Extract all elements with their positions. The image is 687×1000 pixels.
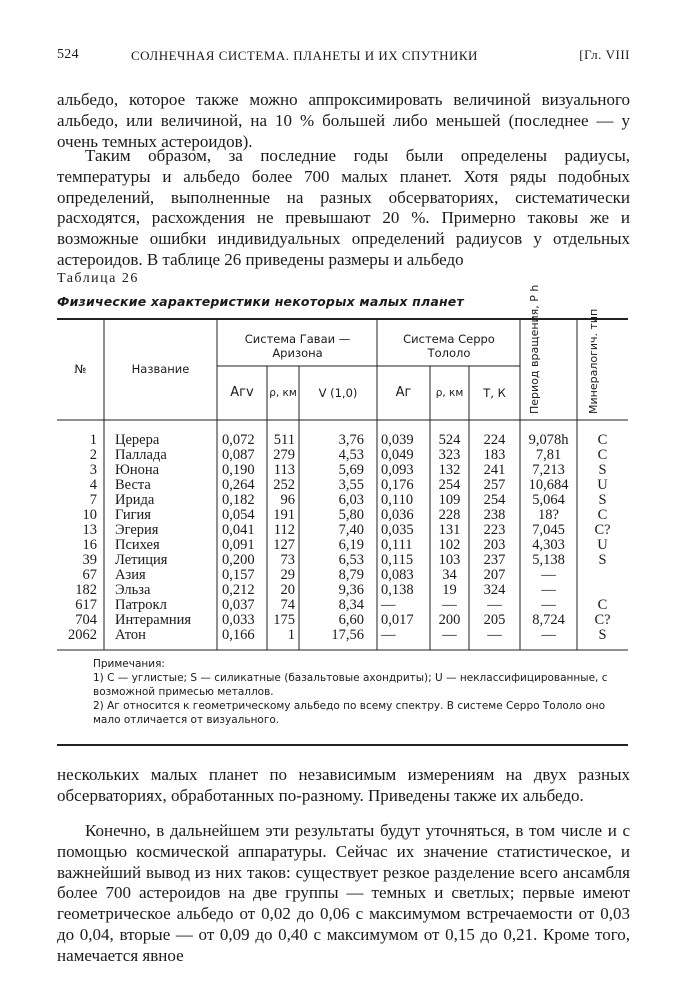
cell-v: 17,56 (331, 627, 364, 643)
cell-v: 6,60 (338, 612, 364, 628)
cell-type: C (597, 447, 608, 463)
cell-t: 203 (483, 537, 506, 553)
cell-p: — (541, 597, 556, 613)
cell-type: U (597, 537, 608, 553)
cell-rho2: 34 (442, 567, 457, 583)
cell-rho1: 511 (273, 432, 295, 448)
table-row (57, 553, 628, 568)
cell-agv: 0,182 (222, 492, 255, 508)
cell-rho1: 96 (280, 492, 295, 508)
cell-num: 1 (89, 432, 97, 448)
table-row (57, 463, 628, 478)
cell-name: Веста (115, 477, 151, 493)
cell-v: 4,53 (338, 447, 364, 463)
paragraph-2: Таким образом, за последние годы были определены радиусы, температуры и альбедо более 700 малых планет. Хотя ряды подобных определений, выполненные на разных обсерваториях, систематически расходятся, расхождения не превышают 20 %. Примерно таковы же и возможные ошибки индивидуальных определений радиусов у отдельных астероидов. В таблице 26 приведены размеры и альбедо (57, 146, 630, 269)
cell-t: 238 (483, 507, 506, 523)
cell-v: 8,79 (338, 567, 364, 583)
cell-rho1: 74 (280, 597, 295, 613)
cell-rho2: 323 (438, 447, 461, 463)
cell-name: Паллада (115, 447, 167, 463)
cell-p: 9,078h (528, 432, 569, 448)
cell-rho2: 200 (438, 612, 461, 628)
cell-t: 224 (483, 432, 506, 448)
cell-ag: 0,017 (381, 612, 414, 628)
cell-name: Ирида (115, 492, 155, 508)
cell-t: 207 (483, 567, 506, 583)
cell-agv: 0,041 (222, 522, 255, 538)
cell-rho2: 254 (438, 477, 461, 493)
cell-num: 182 (75, 582, 97, 598)
cell-agv: 0,264 (222, 477, 255, 493)
cell-p: 18? (538, 507, 559, 523)
col-header-mineral-type: Минералогич. тип (587, 308, 600, 414)
cell-agv: 0,033 (222, 612, 255, 628)
cell-rho1: 1 (287, 627, 295, 643)
col-header-v10: V (1,0) (318, 386, 358, 400)
cell-ag: — (381, 627, 396, 643)
cell-v: 3,76 (338, 432, 364, 448)
cell-rho1: 252 (273, 477, 295, 493)
cell-type: S (598, 492, 607, 508)
cell-rho1: 279 (273, 447, 295, 463)
cell-rho2: 19 (442, 582, 457, 598)
cell-p: — (541, 627, 556, 643)
cell-num: 7 (89, 492, 97, 508)
col-header-name: Название (131, 362, 190, 376)
table-title: Физические характеристики некоторых малых планет (57, 294, 464, 309)
cell-rho1: 113 (273, 462, 295, 478)
col-header-ag: Aг (395, 385, 412, 400)
cell-t: 254 (483, 492, 506, 508)
paragraph-1: альбедо, которое также можно аппроксимировать величиной визуального альбедо, или величиной, на 10 % большей либо меньшей (последнее — у очень темных астероидов). (57, 90, 630, 151)
cell-rho1: 175 (273, 612, 295, 628)
cell-v: 9,36 (338, 582, 364, 598)
cell-v: 5,69 (338, 462, 364, 478)
col-header-agv: Aгv (230, 385, 254, 400)
cell-p: 7,81 (535, 447, 562, 463)
cell-num: 67 (82, 567, 97, 583)
table-row (57, 493, 628, 508)
cell-name: Эгерия (115, 522, 159, 538)
cell-p: 7,045 (532, 522, 565, 538)
cell-name: Патрокл (115, 597, 167, 613)
cell-rho2: 103 (438, 552, 461, 568)
cell-t: 223 (483, 522, 506, 538)
chapter-label: [Гл. VIII (579, 47, 630, 62)
table-row (57, 433, 628, 448)
cell-ag: 0,083 (381, 567, 414, 583)
cell-num: 16 (82, 537, 97, 553)
cell-ag: 0,035 (381, 522, 414, 538)
paragraph-4: Конечно, в дальнейшем эти результаты будут уточняться, в том числе и с помощью космической аппаратуры. Сейчас их значение статистическое, и важнейший вывод из них таков: существует резкое разделение всего ансамбля более 700 астероидов на две группы — темных и светлых; первые имеют геометрическое альбедо от 0,02 до 0,06 с максимумом встречаемости от 0,03 до 0,04, вторые — от 0,09 до 0,40 с максимумом от 0,15 до 0,21. Кроме того, намечается явное (57, 821, 630, 965)
note-2: 2) Aг относится к геометрическому альбедо по всему спектру. В системе Серро Тололо оно мало отличается от визуального. (93, 700, 606, 726)
cell-v: 6,03 (338, 492, 364, 508)
cell-rho1: 20 (280, 582, 295, 598)
table-row (57, 628, 628, 643)
cell-agv: 0,166 (222, 627, 255, 643)
cell-num: 13 (82, 522, 97, 538)
cell-agv: 0,072 (222, 432, 255, 448)
cell-t: — (487, 627, 502, 643)
cell-agv: 0,190 (222, 462, 255, 478)
cell-v: 3,55 (338, 477, 364, 493)
cell-v: 6,53 (338, 552, 364, 568)
cell-p: 4,303 (532, 537, 565, 553)
cell-v: 5,80 (338, 507, 364, 523)
cell-ag: 0,138 (381, 582, 414, 598)
cell-v: 8,34 (338, 597, 364, 613)
cell-num: 617 (75, 597, 97, 613)
cell-type: C? (594, 522, 611, 538)
cell-type: C (597, 507, 608, 523)
cell-rho1: 127 (273, 537, 295, 553)
cell-num: 10 (82, 507, 97, 523)
cell-v: 6,19 (338, 537, 364, 553)
cell-rho2: 102 (438, 537, 461, 553)
cell-num: 4 (89, 477, 97, 493)
cell-name: Атон (115, 627, 146, 643)
cell-p: 7,213 (532, 462, 565, 478)
cell-type: S (598, 552, 607, 568)
cell-rho2: 132 (438, 462, 461, 478)
cell-rho1: 29 (280, 567, 295, 583)
table-caption: Таблица 26 (57, 271, 139, 286)
table-body (57, 433, 628, 643)
table-row (57, 538, 628, 553)
page-number: 524 (57, 47, 79, 62)
cell-name: Юнона (115, 462, 160, 478)
cell-rho1: 112 (273, 522, 295, 538)
cell-name: Азия (115, 567, 146, 583)
col-header-temperature: T, К (483, 386, 506, 400)
cell-num: 704 (75, 612, 97, 628)
cell-ag: 0,115 (381, 552, 414, 568)
col-header-rotation-period: Период вращения, P h (528, 284, 541, 414)
cell-type: U (597, 477, 608, 493)
table-row (57, 583, 628, 598)
table-row (57, 598, 628, 613)
cell-agv: 0,054 (222, 507, 255, 523)
paragraph-3: нескольких малых планет по независимым измерениям на двух разных обсерваториях, обработанных по-разному. Приведены также их альбедо. (57, 765, 630, 805)
cell-rho2: 228 (438, 507, 461, 523)
cell-rho2: 131 (438, 522, 461, 538)
cell-p: 5,064 (532, 492, 565, 508)
cell-num: 2 (89, 447, 97, 463)
cell-name: Гигия (115, 507, 151, 523)
cell-name: Церера (115, 432, 160, 448)
cell-agv: 0,157 (222, 567, 255, 583)
cell-num: 39 (82, 552, 97, 568)
cell-rho2: — (442, 597, 457, 613)
notes-title: Примечания: (93, 658, 165, 670)
cell-ag: 0,093 (381, 462, 414, 478)
col-group-hawaii-arizona: Система Гаваи — Аризона (244, 332, 351, 360)
cell-ag: 0,176 (381, 477, 414, 493)
note-1: 1) C — углистые; S — силикатные (базальтовые ахондриты); U — неклассифицированные, с возможной примесью металлов. (93, 672, 608, 698)
cell-p: — (541, 567, 556, 583)
cell-v: 7,40 (338, 522, 364, 538)
cell-type: S (598, 627, 607, 643)
cell-num: 3 (89, 462, 97, 478)
table-row (57, 508, 628, 523)
cell-rho1: 191 (273, 507, 295, 523)
cell-ag: — (381, 597, 396, 613)
table-row (57, 448, 628, 463)
cell-ag: 0,039 (381, 432, 414, 448)
table-row (57, 478, 628, 493)
table-row (57, 568, 628, 583)
cell-t: 205 (483, 612, 506, 628)
cell-ag: 0,049 (381, 447, 414, 463)
cell-name: Эльза (115, 582, 151, 598)
cell-ag: 0,036 (381, 507, 414, 523)
cell-name: Психея (115, 537, 160, 553)
cell-agv: 0,087 (222, 447, 255, 463)
cell-p: — (541, 582, 556, 598)
cell-agv: 0,200 (222, 552, 255, 568)
running-title: СОЛНЕЧНАЯ СИСТЕМА. ПЛАНЕТЫ И ИХ СПУТНИКИ (131, 48, 478, 63)
cell-t: 237 (483, 552, 506, 568)
cell-rho1: 73 (280, 552, 295, 568)
running-header (57, 47, 630, 69)
cell-t: 257 (483, 477, 506, 493)
cell-name: Летиция (115, 552, 168, 568)
cell-type: C? (594, 612, 611, 628)
cell-rho2: 524 (438, 432, 461, 448)
table-row (57, 523, 628, 538)
cell-p: 8,724 (532, 612, 565, 628)
cell-type: C (597, 432, 608, 448)
cell-rho2: 109 (438, 492, 461, 508)
cell-ag: 0,111 (381, 537, 413, 553)
cell-agv: 0,037 (222, 597, 255, 613)
table-row (57, 613, 628, 628)
table-notes (67, 657, 622, 727)
cell-ag: 0,110 (381, 492, 414, 508)
cell-rho2: — (442, 627, 457, 643)
cell-type: C (597, 597, 608, 613)
cell-name: Интерамния (115, 612, 192, 628)
cell-t: 324 (483, 582, 506, 598)
cell-num: 2062 (68, 627, 97, 643)
col-header-rho-1: ρ, км (269, 387, 297, 399)
col-header-rho-2: ρ, км (435, 387, 464, 399)
col-header-number: № (74, 362, 87, 376)
cell-t: — (487, 597, 502, 613)
cell-agv: 0,212 (222, 582, 255, 598)
cell-t: 183 (483, 447, 506, 463)
cell-p: 10,684 (528, 477, 569, 493)
cell-agv: 0,091 (222, 537, 255, 553)
col-group-cerro-tololo: Система Серро Тололо (403, 332, 495, 360)
cell-type: S (598, 462, 607, 478)
cell-p: 5,138 (532, 552, 565, 568)
cell-t: 241 (483, 462, 506, 478)
